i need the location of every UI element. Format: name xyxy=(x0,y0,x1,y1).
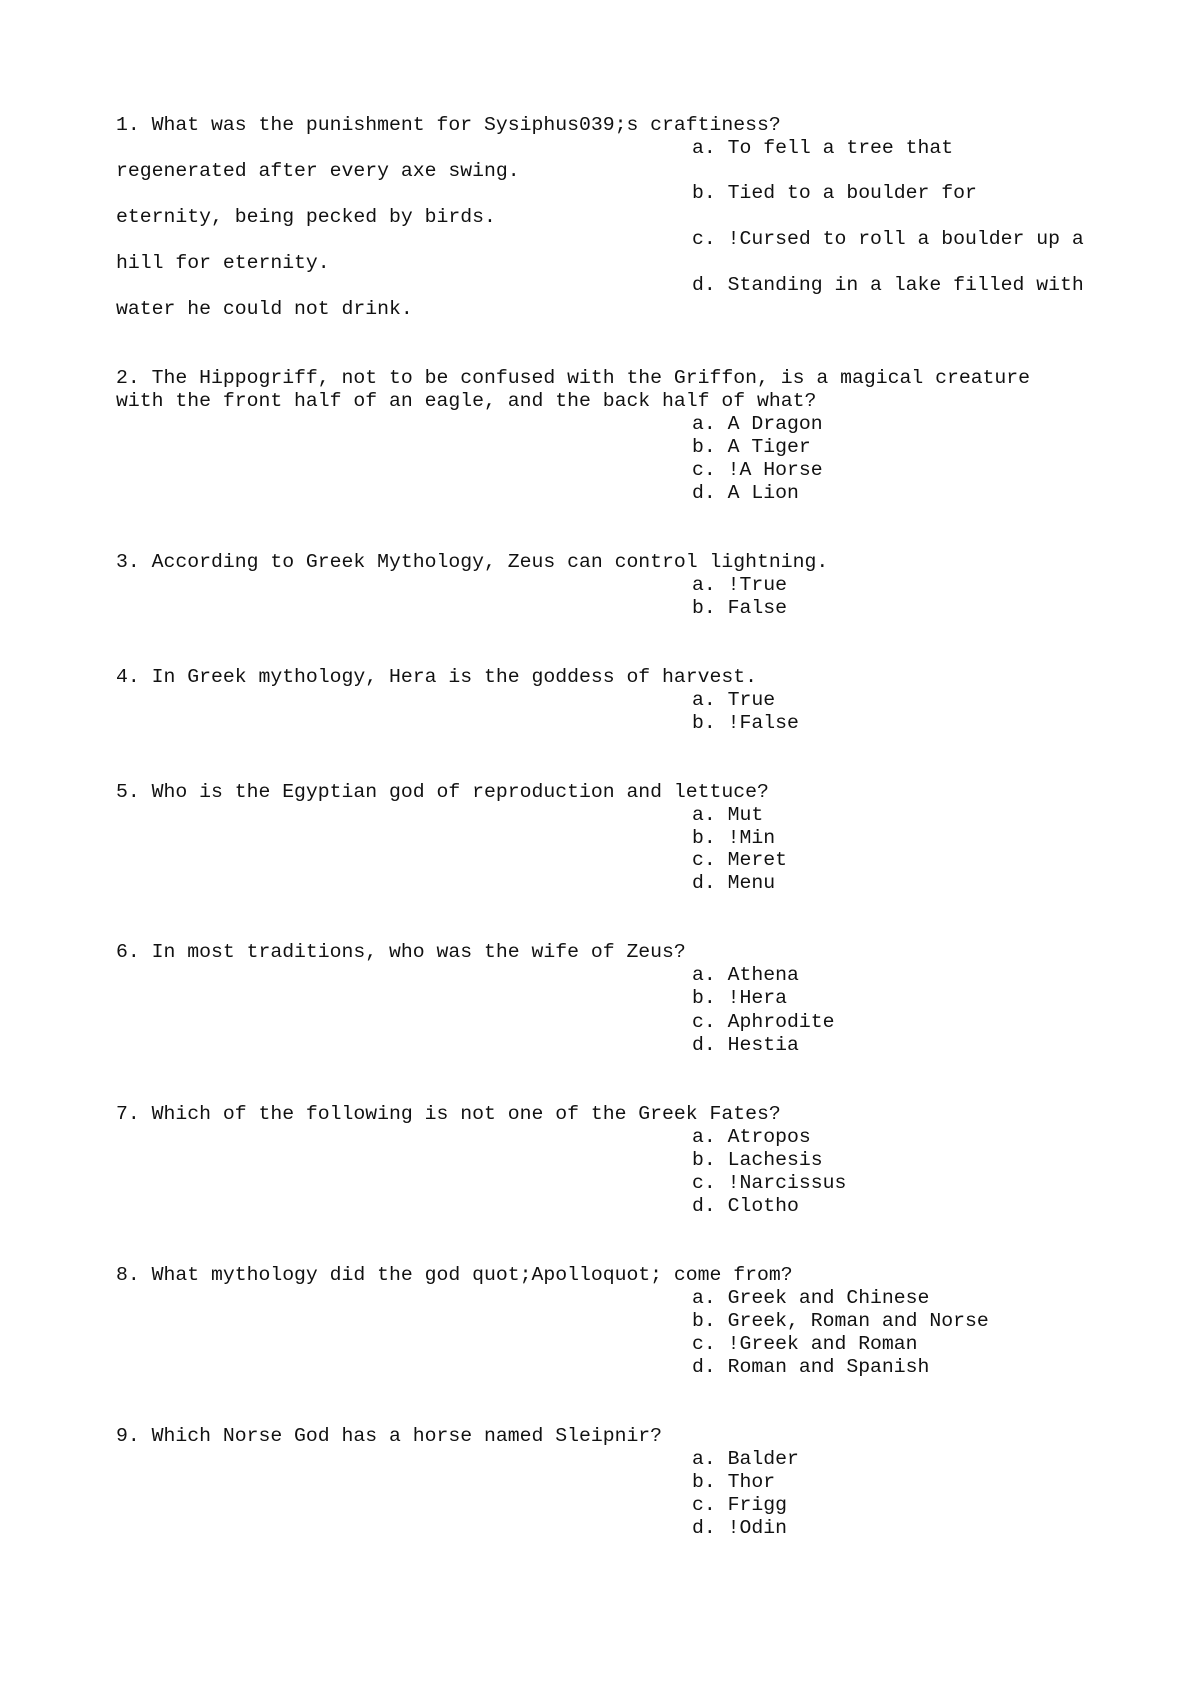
question-1-option-a-continued: regenerated after every axe swing. xyxy=(116,160,520,182)
question-7-option-d: d. Clotho xyxy=(692,1195,799,1217)
question-3-option-a: a. !True xyxy=(692,574,787,596)
question-8-prompt: 8. What mythology did the god quot;Apolloquot; come from? xyxy=(116,1264,793,1286)
question-2-prompt-line-2: with the front half of an eagle, and the back half of what? xyxy=(116,390,817,412)
question-8-option-b: b. Greek, Roman and Norse xyxy=(692,1310,989,1332)
question-4-option-a: a. True xyxy=(692,689,776,711)
question-4-option-b: b. !False xyxy=(692,712,799,734)
question-1-option-d: d. Standing in a lake filled with xyxy=(692,274,1084,296)
question-7-prompt: 7. Which of the following is not one of the Greek Fates? xyxy=(116,1103,781,1125)
question-9-option-d: d. !Odin xyxy=(692,1517,787,1539)
question-1-option-c: c. !Cursed to roll a boulder up a xyxy=(692,228,1084,250)
question-6-option-c: c. Aphrodite xyxy=(692,1011,835,1033)
question-5-option-c: c. Meret xyxy=(692,849,787,871)
question-6-option-d: d. Hestia xyxy=(692,1034,799,1056)
question-4-prompt: 4. In Greek mythology, Hera is the goddess of harvest. xyxy=(116,666,758,688)
question-5-option-a: a. Mut xyxy=(692,804,764,826)
question-2-option-b: b. A Tiger xyxy=(692,436,811,458)
question-1-option-b: b. Tied to a boulder for xyxy=(692,182,977,204)
question-8-option-c: c. !Greek and Roman xyxy=(692,1333,918,1355)
question-9-option-b: b. Thor xyxy=(692,1471,776,1493)
question-3-prompt: 3. According to Greek Mythology, Zeus can control lightning. xyxy=(116,551,829,573)
question-6-option-a: a. Athena xyxy=(692,964,799,986)
question-2-option-c: c. !A Horse xyxy=(692,459,823,481)
question-1-option-a: a. To fell a tree that xyxy=(692,137,954,159)
question-7-option-c: c. !Narcissus xyxy=(692,1172,847,1194)
question-1-option-c-continued: hill for eternity. xyxy=(116,252,330,274)
question-5-prompt: 5. Who is the Egyptian god of reproduction and lettuce? xyxy=(116,781,769,803)
question-3-option-b: b. False xyxy=(692,597,787,619)
question-5-option-d: d. Menu xyxy=(692,872,776,894)
question-1-option-d-continued: water he could not drink. xyxy=(116,298,413,320)
question-1-option-b-continued: eternity, being pecked by birds. xyxy=(116,206,496,228)
question-9-prompt: 9. Which Norse God has a horse named Sleipnir? xyxy=(116,1425,663,1447)
question-8-option-d: d. Roman and Spanish xyxy=(692,1356,930,1378)
question-1-prompt: 1. What was the punishment for Sysiphus039;s craftiness? xyxy=(116,114,781,136)
question-8-option-a: a. Greek and Chinese xyxy=(692,1287,930,1309)
question-6-option-b: b. !Hera xyxy=(692,987,787,1009)
question-9-option-c: c. Frigg xyxy=(692,1494,787,1516)
question-2-option-d: d. A Lion xyxy=(692,482,799,504)
question-9-option-a: a. Balder xyxy=(692,1448,799,1470)
question-7-option-b: b. Lachesis xyxy=(692,1149,823,1171)
question-2-prompt-line-1: 2. The Hippogriff, not to be confused with the Griffon, is a magical creature xyxy=(116,367,1031,389)
question-5-option-b: b. !Min xyxy=(692,827,776,849)
question-7-option-a: a. Atropos xyxy=(692,1126,811,1148)
question-6-prompt: 6. In most traditions, who was the wife of Zeus? xyxy=(116,941,686,963)
question-2-option-a: a. A Dragon xyxy=(692,413,823,435)
